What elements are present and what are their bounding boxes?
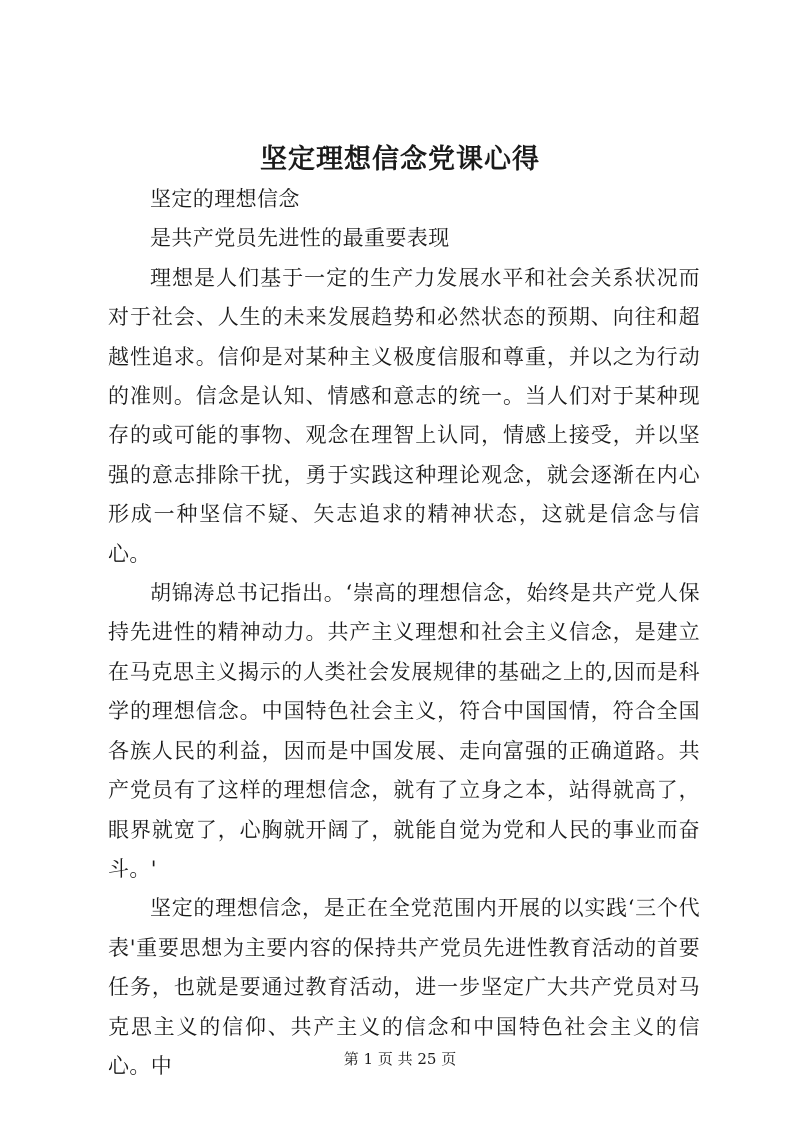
- page-number-footer: 第 1 页 共 25 页: [343, 1050, 457, 1068]
- paragraph-quote: 胡锦涛总书记指出。‘崇高的理想信念，始终是共产党人保持先进性的精神动力。共产主义理想和社会主义信念，是建立在马克思主义揭示的人类社会发展规律的基础之上的,因而是科学的理想信念。中国特色社会主义，符合中国国情，符合全国各族人民的利益，因而是中国发展、走向富强的正确道路。共产党员有了这样的理想信念，就有了立身之本，站得就高了，眼界就宽了，心胸就开阔了，就能自觉为党和人民的事业而奋斗。': [108, 581, 700, 881]
- document-body: [108, 180, 700, 1086]
- paragraph-ideals-definition: 理想是人们基于一定的生产力发展水平和社会关系状况而对于社会、人生的未来发展趋势和必然状态的预期、向往和超越性追求。信仰是对某种主义极度信服和尊重，并以之为行动的准则。信念是认知、情感和意志的统一。当人们对于某种现存的或可能的事物、观念在理智上认同，情感上接受，并以坚强的意志排除干扰，勇于实践这种理论观念，就会逐渐在内心形成一种坚信不疑、矢志追求的精神状态，这就是信念与信心。: [108, 265, 700, 566]
- paragraph-education-task: 坚定的理想信念，是正在全党范围内开展的以实践‘三个代表'重要思想为主要内容的保持共产党员先进性教育活动的首要任务，也就是要通过教育活动，进一步坚定广大共产党员对马克思主义的信仰、共产主义的信念和中国特色社会主义的信心。中: [108, 896, 700, 1078]
- paragraph-subtitle-1: 坚定的理想信念: [150, 187, 300, 211]
- paragraph-subtitle-2: 是共产党员先进性的最重要表现: [150, 226, 450, 251]
- document-title: 坚定理想信念党课心得: [260, 144, 540, 175]
